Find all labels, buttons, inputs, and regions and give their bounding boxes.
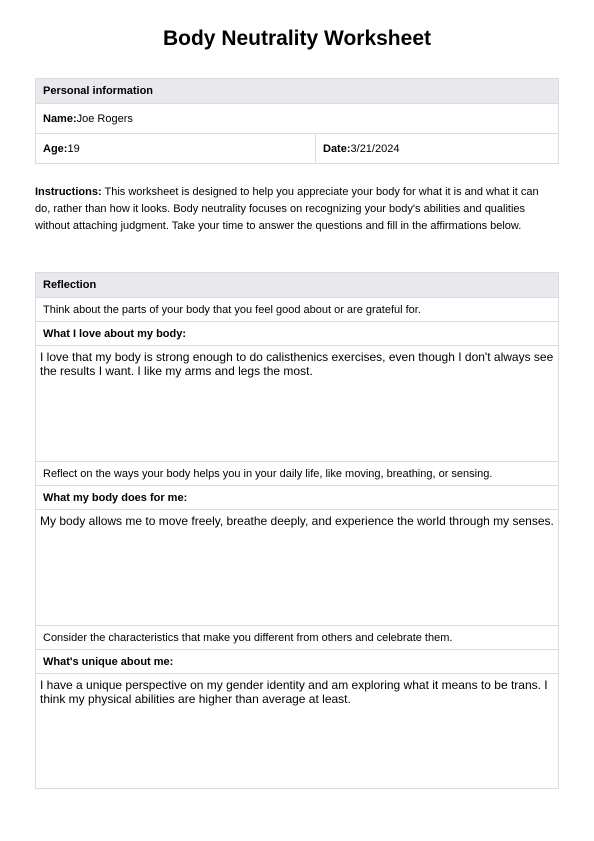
name-label: Name: [43,112,77,125]
date-label: Date: [323,142,351,155]
reflection-header: Reflection [36,273,558,297]
reflection-label: What I love about my body: [36,321,558,345]
reflection-prompt: Consider the characteristics that make you different from others and celebrate them. [36,625,558,649]
reflection-prompt: Think about the parts of your body that you feel good about or are grateful for. [36,297,558,321]
love-about-body-answer[interactable]: I love that my body is strong enough to do calisthenics exercises, even though I don't always see the results I want. I like my arms and legs the most. [36,345,558,461]
reflection-prompt: Reflect on the ways your body helps you in your daily life, like moving, breathing, or sensing. [36,461,558,485]
date-cell[interactable] [315,134,558,163]
unique-about-me-answer[interactable]: I have a unique perspective on my gender identity and am exploring what it means to be trans. I think my physical abilities are higher than average at least. [36,673,558,788]
age-label: Age: [43,142,68,155]
body-does-for-me-answer[interactable]: My body allows me to move freely, breathe deeply, and experience the world through my senses. [36,509,558,625]
name-row [36,103,558,133]
name-value[interactable]: Joe Rogers [76,112,133,125]
personal-info-header: Personal information [36,79,558,103]
age-value: 19 [67,142,80,155]
age-cell[interactable] [36,134,315,163]
instructions-label: Instructions: [35,186,102,198]
reflection-label: What my body does for me: [36,485,558,509]
reflection-label: What's unique about me: [36,649,558,673]
age-date-row [36,133,558,163]
instructions [35,184,555,235]
date-value: 3/21/2024 [350,142,400,155]
personal-info-table [35,78,559,164]
page-title: Body Neutrality Worksheet [162,27,431,50]
instructions-text: This worksheet is designed to help you appreciate your body for what it is and what it can do, rather than how it looks. Body neutrality focuses on recognizing your body's abilities and qualities without attaching judgment. Take your time to answer the questions and fill in the affirmations below. [35,186,539,232]
reflection-table [35,272,559,789]
